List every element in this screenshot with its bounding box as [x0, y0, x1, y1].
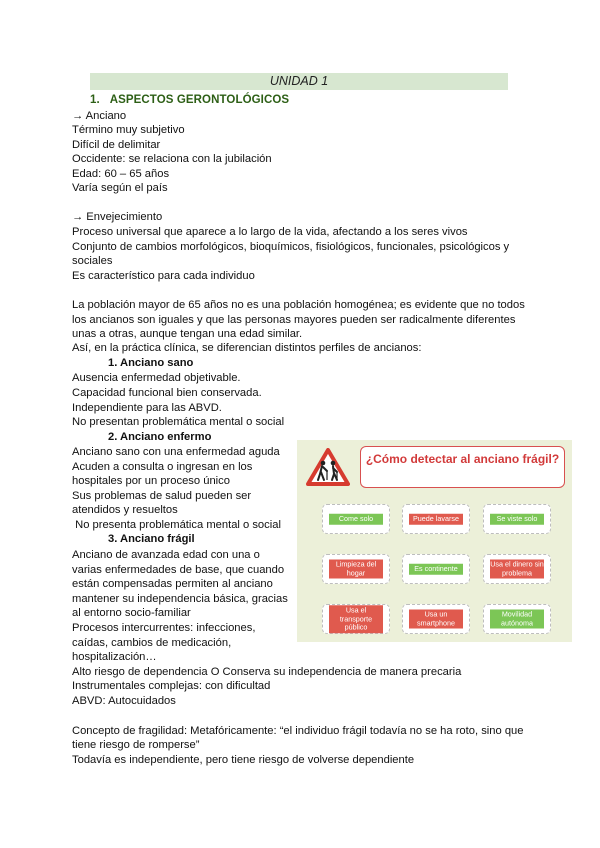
card-label: Movilidad autónoma	[490, 610, 544, 629]
sano-line: Ausencia enfermedad objetivable.	[72, 372, 241, 384]
enfermo-line: Anciano sano con una enfermedad aguda	[72, 446, 280, 458]
fragil-title: 3. Anciano frágil	[108, 533, 195, 545]
enfermo-line: atendidos y resueltos	[72, 504, 178, 516]
poblacion-line: unas a otras, aunque tengan una edad similar.	[72, 328, 303, 340]
fragilidad-line: Concepto de fragilidad: Metafóricamente: “el individuo frágil todavía no se ha roto, sino que	[72, 725, 524, 737]
fragil-line: hospitalización…	[72, 651, 157, 663]
envejecimiento-line: sociales	[72, 255, 113, 267]
enfermo-line: Acuden a consulta o ingresan en los	[72, 461, 253, 473]
card-transporte-publico	[322, 604, 390, 634]
envejecimiento-line: Es característico para cada individuo	[72, 270, 255, 282]
fragil-line: están compensadas permiten al anciano	[72, 578, 273, 590]
anciano-line: Varía según el país	[72, 182, 168, 194]
sano-line: Independiente para las ABVD.	[72, 402, 222, 414]
card-come-solo	[322, 504, 390, 534]
fragil-line: al entorno socio-familiar	[72, 607, 191, 619]
sano-line: Capacidad funcional bien conservada.	[72, 387, 262, 399]
fragil-line: caídas, cambios de medicación,	[72, 637, 232, 649]
card-limpieza-hogar	[322, 554, 390, 584]
enfermo-line: Sus problemas de salud pueden ser	[72, 490, 252, 502]
section-title	[90, 94, 289, 106]
enfermo-line: No presenta problemática mental o social	[72, 519, 281, 531]
enfermo-title: 2. Anciano enfermo	[108, 431, 212, 443]
anciano-line: Occidente: se relaciona con la jubilación	[72, 153, 272, 165]
card-label: Usa el transporte público	[329, 605, 383, 633]
fragile-detection-infographic	[297, 440, 572, 642]
anciano-line: Edad: 60 – 65 años	[72, 168, 170, 180]
card-movilidad-autonoma	[483, 604, 551, 634]
enfermo-line: hospitales por un proceso único	[72, 475, 230, 487]
card-label: Limpieza del hogar	[329, 560, 383, 579]
card-es-continente	[402, 554, 470, 584]
card-se-viste-solo	[483, 504, 551, 534]
card-label: Se viste solo	[490, 514, 544, 525]
poblacion-line: los ancianos son iguales y que las personas mayores pueden ser radicalmente diferentes	[72, 314, 516, 326]
sano-line: No presentan problemática mental o social	[72, 416, 285, 428]
card-label: Usa el dinero sin problema	[490, 559, 544, 577]
card-label: Es continente	[409, 564, 463, 575]
card-usa-dinero	[483, 554, 551, 584]
envejecimiento-heading: → Envejecimiento	[72, 211, 163, 223]
card-puede-lavarse	[402, 504, 470, 534]
section-number: 1.	[90, 94, 100, 106]
fragil-line: Alto riesgo de dependencia O Conserva su independencia de manera precaria	[72, 666, 462, 678]
envejecimiento-line: Conjunto de cambios morfológicos, bioquímicos, fisiológicos, funcionales, psicológicos y	[72, 241, 510, 253]
fragil-line: Procesos intercurrentes: infecciones,	[72, 622, 256, 634]
fragilidad-line: Todavía es independiente, pero tiene riesgo de volverse dependiente	[72, 754, 415, 766]
card-label: Usa un smartphone	[409, 610, 463, 629]
envejecimiento-line: Proceso universal que aparece a lo largo de la vida, afectando a los seres vivos	[72, 226, 468, 238]
elderly-warning-icon	[306, 448, 350, 486]
poblacion-line: La población mayor de 65 años no es una población homogénea; es evidente que no todos	[72, 299, 525, 311]
fragilidad-line: tiene riesgo de romperse”	[72, 739, 200, 751]
fragil-line: ABVD: Autocuidados	[72, 695, 176, 707]
poblacion-line: Así, en la práctica clínica, se diferencian distintos perfiles de ancianos:	[72, 342, 422, 354]
fragil-line: varias enfermedades de base, que cuando	[72, 564, 285, 576]
anciano-heading: → Anciano	[72, 110, 127, 122]
card-label: Come solo	[329, 514, 383, 525]
section-title-text: ASPECTOS GERONTOLÓGICOS	[109, 94, 290, 106]
sano-title: 1. Anciano sano	[108, 357, 194, 369]
unit-title: UNIDAD 1	[90, 73, 508, 90]
card-smartphone	[402, 604, 470, 634]
infographic-title: ¿Cómo detectar al anciano frágil?	[360, 446, 565, 488]
fragil-line: mantener su independencia básica, gracias	[72, 593, 288, 605]
card-label: Puede lavarse	[409, 514, 463, 525]
anciano-line: Difícil de delimitar	[72, 139, 161, 151]
anciano-line: Término muy subjetivo	[72, 124, 185, 136]
fragil-line: Instrumentales complejas: con dificultad	[72, 680, 271, 692]
fragil-line: Anciano de avanzada edad con una o	[72, 549, 260, 561]
